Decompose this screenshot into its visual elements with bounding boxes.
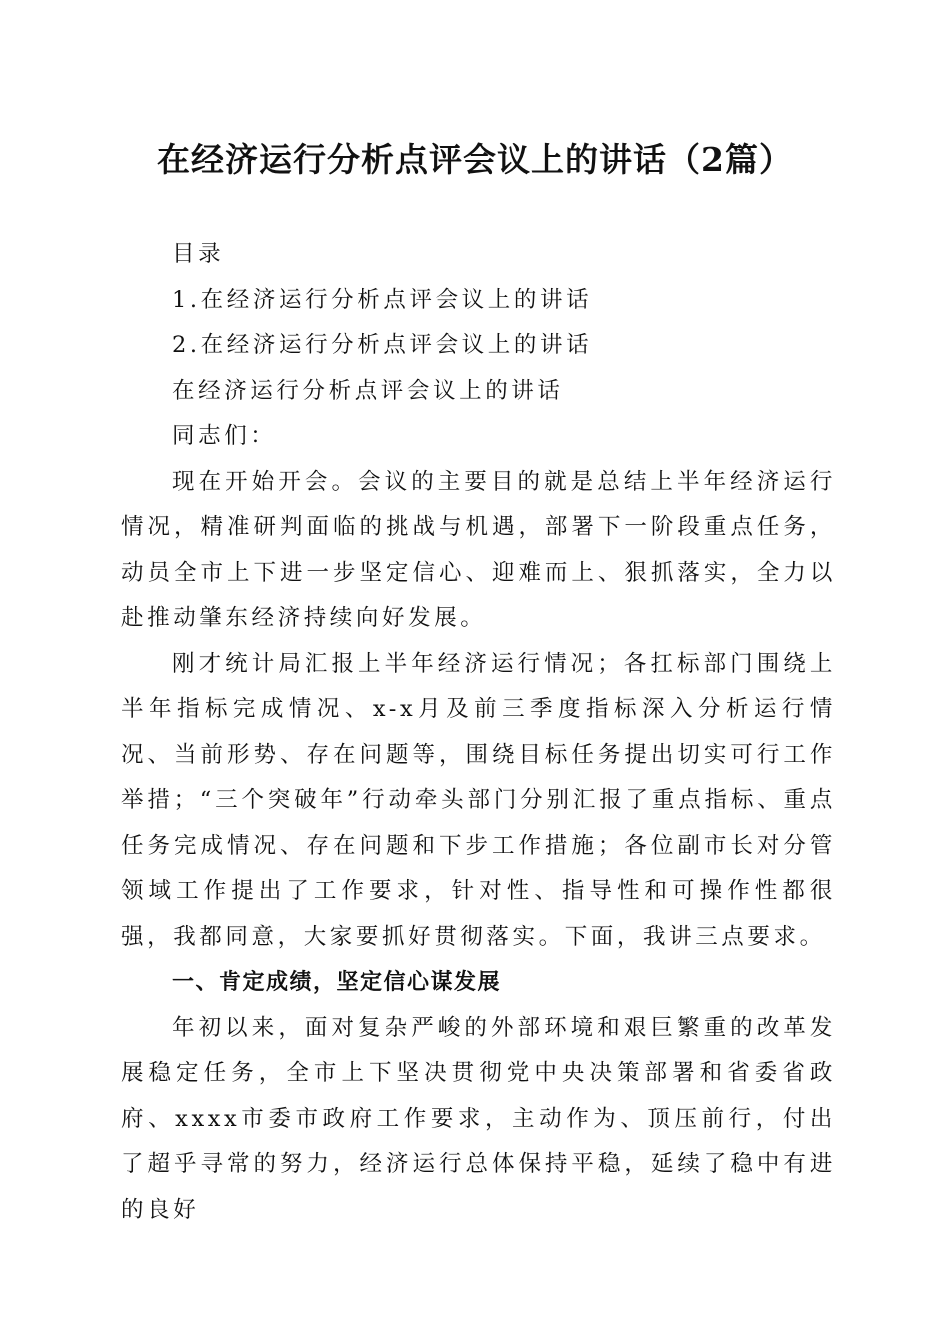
body-paragraph-2: 刚才统计局汇报上半年经济运行情况；各扛标部门围绕上半年指标完成情况、x-x月及前三季度指标深入分析运行情况、当前形势、存在问题等，围绕目标任务提出切实可行工作举措；“三个突破年”行动牵头部门分别汇报了重点指标、重点任务完成情况、存在问题和下步工作措施；各位副市长对分管领域工作提出了工作要求，针对性、指导性和可操作性都很强，我都同意，大家要抓好贯彻落实。下面，我讲三点要求。 — [121, 650, 836, 950]
section-heading: 一、肯定成绩，坚定信心谋发展 — [172, 970, 502, 995]
body-paragraph-1: 现在开始开会。会议的主要目的就是总结上半年经济运行情况，精准研判面临的挑战与机遇，部署下一阶段重点任务，动员全市上下进一步坚定信心、迎难而上、狠抓落实，全力以赴推动肇东经济持续向好发展。 — [121, 468, 836, 631]
toc-item-2: 2.在经济运行分析点评会议上的讲话 — [172, 332, 593, 358]
salutation: 同志们： — [172, 423, 277, 449]
section-paragraph: 年初以来，面对复杂严峻的外部环境和艰巨繁重的改革发展稳定任务，全市上下坚决贯彻党中央决策部署和省委省政府、xxxx市委市政府工作要求，主动作为、顶压前行，付出了超乎寻常的努力，经济运行总体保持平稳，延续了稳中有进的良好 — [121, 1014, 836, 1223]
document-title: 在经济运行分析点评会议上的讲话（2篇） — [157, 140, 793, 179]
toc-item-1: 1.在经济运行分析点评会议上的讲话 — [172, 286, 593, 313]
document-body — [121, 232, 836, 1233]
toc-label: 目录 — [172, 241, 225, 267]
speech-title: 在经济运行分析点评会议上的讲话 — [172, 377, 564, 404]
